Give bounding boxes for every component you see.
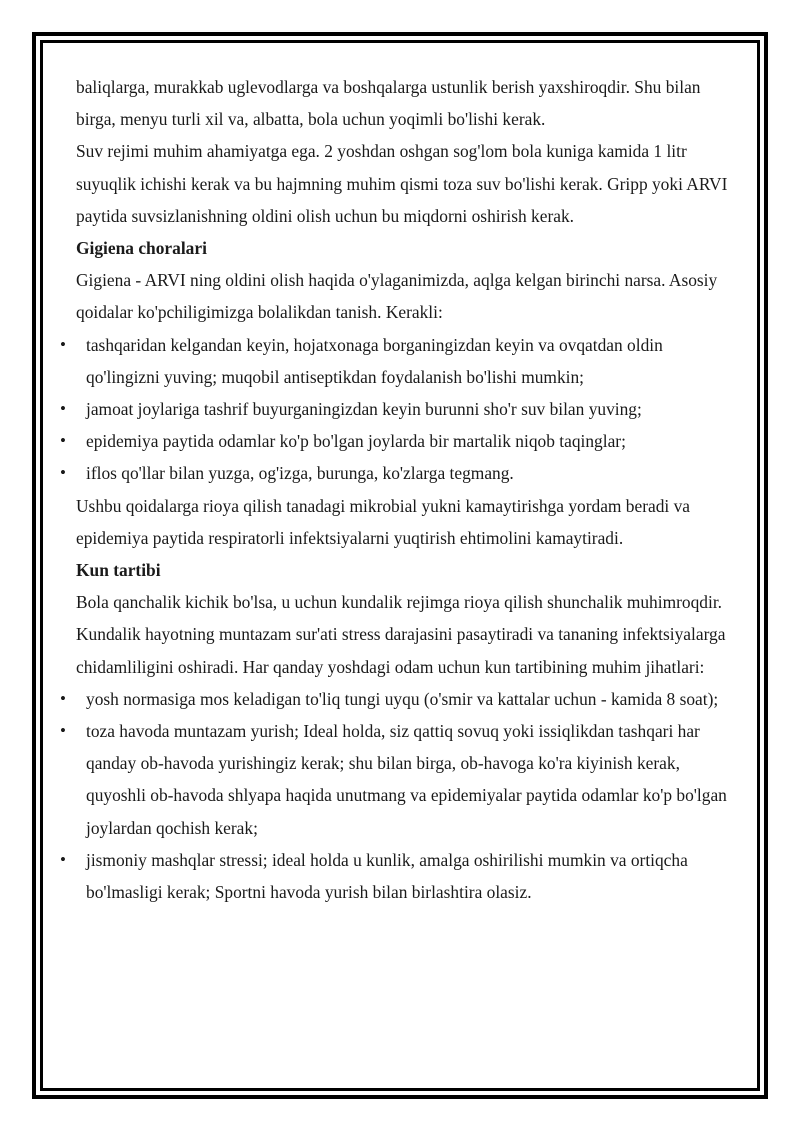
- list-item-text: epidemiya paytida odamlar ko'p bo'lgan joylarda bir martalik niqob taqinglar;: [86, 431, 626, 452]
- document-body: [60, 71, 732, 908]
- section-heading: Kun tartibi: [76, 560, 161, 581]
- paragraph: Gigiena - ARVI ning oldini olish haqida o'ylaganimizda, aqlga kelgan birinchi narsa. Asosiy qoidalar ko'pchiligimizga bolalikdan tanish. Kerakli:: [76, 270, 718, 323]
- list-item-text: jamoat joylariga tashrif buyurganingizdan keyin burunni sho'r suv bilan yuving;: [86, 399, 642, 420]
- list-item-text: toza havoda muntazam yurish; Ideal holda, siz qattiq sovuq yoki issiqlikdan tashqari har qanday ob-havoda yurishingiz kerak; shu bilan birga, ob-havoga ko'ra kiyinish kerak, quyoshli ob-havoda shlyapa haqida unutmang va epidemiyalar paytida odamlar ko'p bo'lgan joylardan qochish kerak;: [86, 721, 727, 838]
- list-item-text: jismoniy mashqlar stressi; ideal holda u kunlik, amalga oshirilishi mumkin va ortiqcha bo'lmasligi kerak; Sportni havoda yurish bilan birlashtira olasiz.: [86, 849, 688, 903]
- list-item-text: iflos qo'llar bilan yuzga, og'izga, burunga, ko'zlarga tegmang.: [86, 463, 514, 484]
- paragraph: Suv rejimi muhim ahamiyatga ega. 2 yoshdan oshgan sog'lom bola kuniga kamida 1 litr suyuqlik ichishi kerak va bu hajmning muhim qismi toza suv bo'lishi kerak. Gripp yoki ARVI paytida suvsizlanishning oldini olish uchun bu miqdorni oshirish kerak.: [76, 141, 728, 226]
- bullet-icon: •: [60, 849, 66, 869]
- paragraph: baliqlarga, murakkab uglevodlarga va boshqalarga ustunlik berish yaxshiroqdir. Shu bilan birga, menyu turli xil va, albatta, bola uchun yoqimli bo'lishi kerak.: [76, 77, 701, 130]
- list-item: [60, 457, 732, 489]
- bullet-icon: •: [60, 721, 66, 741]
- paragraph: Bola qanchalik kichik bo'lsa, u uchun kundalik rejimga rioya qilish shunchalik muhimroqdir. Kundalik hayotning muntazam sur'ati stress darajasini pasaytiradi va tananing infektsiyalarga chidamliligini oshiradi. Har qanday yoshdagi odam uchun kun tartibining muhim jihatlari:: [76, 592, 726, 677]
- list-item: [60, 844, 732, 908]
- list-item: [60, 393, 732, 425]
- list-item-text: tashqaridan kelgandan keyin, hojatxonaga borganingizdan keyin va ovqatdan oldin qo'lingizni yuving; muqobil antiseptikdan foydalanish bo'lishi mumkin;: [86, 334, 663, 387]
- bullet-list-daily-routine: [60, 683, 732, 908]
- section-heading: Gigiena choralari: [76, 238, 207, 259]
- bullet-icon: •: [60, 399, 66, 419]
- bullet-icon: •: [60, 463, 66, 483]
- paragraph: Ushbu qoidalarga rioya qilish tanadagi mikrobial yukni kamaytirishga yordam beradi va epidemiya paytida respiratorli infektsiyalarni yuqtirish ehtimolini kamaytiradi.: [76, 495, 690, 548]
- bullet-list-hygiene: [60, 329, 732, 490]
- bullet-icon: •: [60, 431, 66, 451]
- list-item: [60, 425, 732, 457]
- bullet-icon: •: [60, 688, 66, 708]
- list-item: [60, 715, 732, 844]
- list-item-text: yosh normasiga mos keladigan to'liq tungi uyqu (o'smir va kattalar uchun - kamida 8 soat);: [86, 688, 719, 709]
- bullet-icon: •: [60, 334, 66, 354]
- list-item: [60, 329, 732, 393]
- list-item: [60, 683, 732, 715]
